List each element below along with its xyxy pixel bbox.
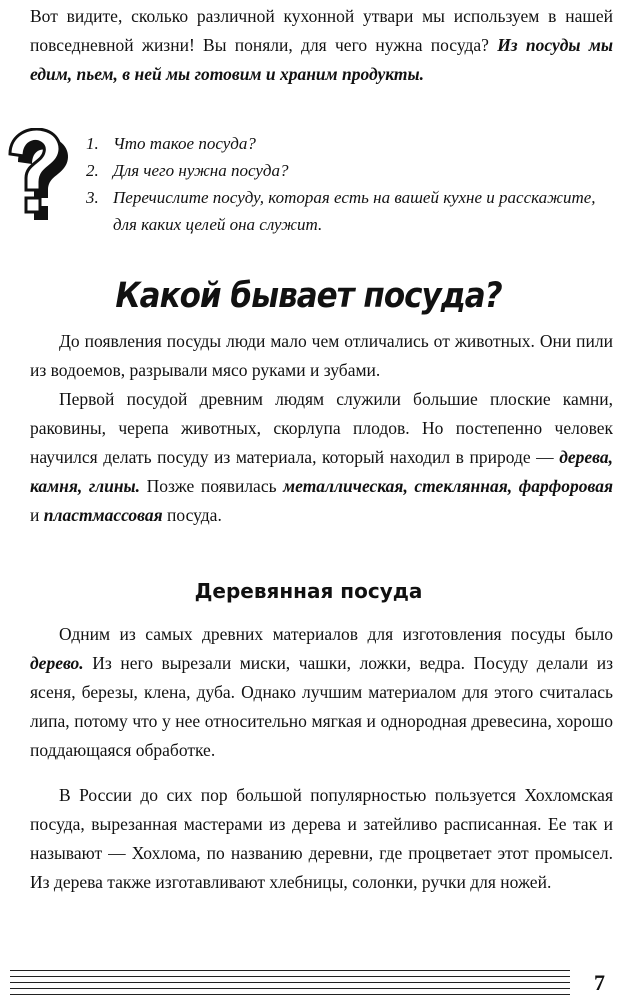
question-number: 1.	[86, 134, 99, 153]
paragraph-text: и	[30, 505, 44, 525]
page-footer	[0, 966, 617, 1000]
question-item	[86, 157, 616, 184]
question-mark-icon	[4, 128, 76, 228]
materials-emphasis: металлическая, стеклянная, фарфоровая	[283, 476, 613, 496]
intro-text: Вот видите, сколько различной кухонной утвари мы используем в нашей повседневной жизни! Вы поняли, для чего нужна посуда?	[30, 6, 613, 55]
question-number: 3.	[86, 188, 99, 207]
question-item	[86, 184, 616, 238]
section-paragraph-2	[30, 385, 613, 530]
section-paragraph-1: До появления посуды люди мало чем отличались от животных. Они пили из водоемов, разрывали мясо руками и зубами.	[30, 331, 613, 380]
question-list	[86, 130, 616, 238]
footer-rule	[10, 994, 570, 995]
paragraph-text: Из него вырезали миски, чашки, ложки, ведра. Посуду делали из ясеня, березы, клена, дуба. Однако лучшим материалом для этого считалась липа, потому что у нее относительно мягкая и однородная древесина, хорошо поддающаяся обработке.	[30, 653, 613, 760]
question-number: 2.	[86, 161, 99, 180]
materials-emphasis: пластмассовая	[43, 505, 163, 525]
section-title: Какой бывает посуда?	[115, 275, 502, 317]
footer-rule	[10, 988, 570, 989]
paragraph-text: Первой посудой древним людям служили большие плоские камни, раковины, черепа животных, скорлупа плодов. Но постепенно человек научился делать посуду из материала, который находил в природе —	[30, 389, 613, 467]
materials-emphasis: дерева, камня, глины.	[30, 447, 613, 496]
question-item	[86, 130, 616, 157]
wood-paragraph-2: В России до сих пор большой популярностью пользуется Хохломская посуда, вырезанная мастерами из дерева и затейливо расписанная. Ее так и называют — Хохлома, по названию деревни, где процветает этот промысел. Из дерева также изготавливают хлебницы, солонки, ручки для ножей.	[30, 785, 613, 892]
subsection-title: Деревянная посуда	[194, 579, 423, 603]
footer-rule	[10, 976, 570, 977]
intro-paragraph	[30, 2, 613, 89]
footer-rule	[10, 982, 570, 983]
paragraph-text: Позже появилась	[140, 476, 284, 496]
paragraph-text: Одним из самых древних материалов для изготовления посуды было	[59, 624, 613, 644]
wood-emphasis: дерево.	[30, 653, 84, 673]
wood-paragraph-1	[30, 620, 613, 765]
question-text: Перечислите посуду, которая есть на вашей кухне и расскажите, для каких целей она служит.	[113, 188, 596, 234]
intro-emphasis: Из посуды мы едим, пьем, в ней мы готовим и храним продукты.	[30, 35, 613, 84]
page-number: 7	[594, 970, 605, 995]
paragraph-text: посуда.	[162, 505, 222, 525]
question-text: Для чего нужна посуда?	[113, 161, 289, 180]
question-text: Что такое посуда?	[113, 134, 256, 153]
footer-rule	[10, 970, 570, 971]
